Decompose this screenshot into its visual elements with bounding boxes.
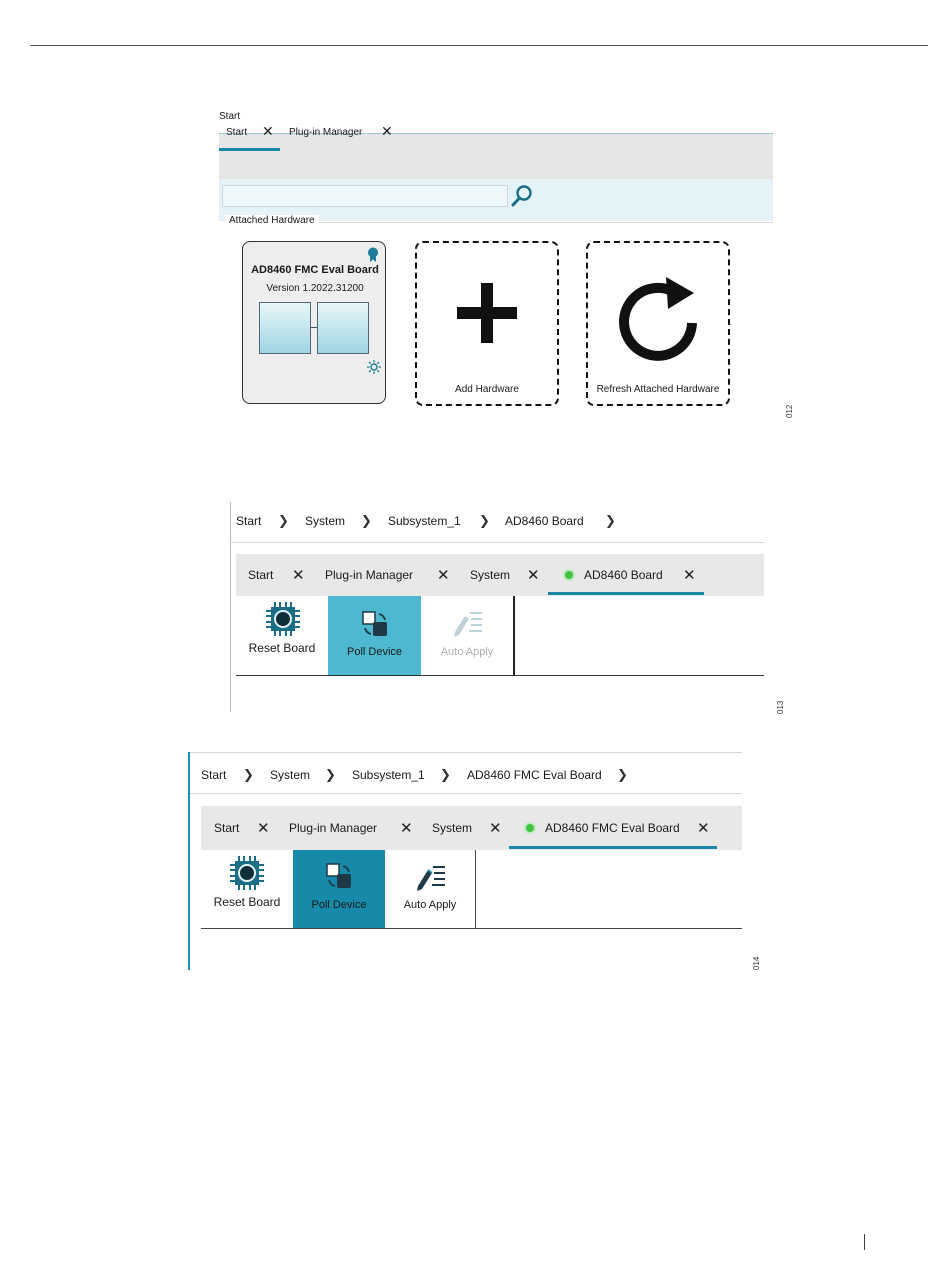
board-chip-right	[317, 302, 369, 354]
reset-board-button[interactable]	[201, 850, 293, 928]
chevron-right-icon: ❯	[278, 513, 289, 528]
figure-number: 014	[752, 956, 761, 970]
refresh-icon	[614, 271, 704, 365]
active-tab-indicator	[219, 148, 280, 151]
board-card[interactable]	[242, 241, 386, 404]
poll-device-icon	[361, 610, 389, 638]
breadcrumb-subsystem[interactable]: Subsystem_1	[352, 768, 425, 782]
window-edge	[230, 502, 231, 712]
plus-icon	[455, 281, 519, 345]
auto-apply-button[interactable]	[385, 850, 476, 928]
tab-plugin-manager-close-icon[interactable]: ✕	[437, 567, 450, 584]
tab-board-close-icon[interactable]: ✕	[697, 820, 710, 837]
status-dot-icon	[563, 569, 575, 581]
chevron-right-icon: ❯	[325, 767, 336, 782]
breadcrumb-system[interactable]: System	[305, 514, 346, 528]
reset-board-label: Reset Board	[213, 895, 281, 909]
auto-apply-icon	[414, 864, 446, 892]
breadcrumb-board[interactable]: AD8460 FMC Eval Board	[467, 768, 602, 782]
window-edge	[188, 752, 190, 970]
board-chip-left	[259, 302, 311, 354]
tab-start[interactable]: Start	[248, 568, 274, 582]
figure-board-view-b	[188, 752, 742, 970]
tab-start[interactable]: Start	[214, 821, 240, 835]
search-icon[interactable]	[511, 184, 533, 208]
breadcrumb-system[interactable]: System	[270, 768, 311, 782]
chevron-right-icon: ❯	[361, 513, 372, 528]
active-tab-indicator	[548, 592, 704, 595]
poll-device-button[interactable]	[293, 850, 385, 928]
refresh-hardware-button[interactable]	[586, 241, 730, 406]
footer-rule	[864, 1234, 865, 1250]
figure-number: 012	[785, 404, 794, 418]
active-tab-indicator	[509, 846, 717, 849]
breadcrumb-divider	[190, 793, 742, 794]
breadcrumb-start[interactable]: Start	[236, 514, 262, 528]
chevron-right-icon: ❯	[617, 767, 628, 782]
add-hardware-button[interactable]	[415, 241, 559, 406]
tab-plugin-manager-close-icon[interactable]: ✕	[381, 123, 393, 139]
breadcrumb-start[interactable]: Start	[201, 768, 227, 782]
sun-icon	[367, 360, 381, 374]
breadcrumb-subsystem[interactable]: Subsystem_1	[388, 514, 461, 528]
section-divider	[317, 222, 773, 223]
auto-apply-button[interactable]	[421, 596, 515, 676]
tab-plugin-manager[interactable]: Plug-in Manager	[289, 127, 363, 138]
tab-bar	[219, 133, 773, 184]
poll-device-button[interactable]	[328, 596, 421, 676]
toolbar-divider	[236, 675, 764, 676]
tab-start-close-icon[interactable]: ✕	[292, 567, 305, 584]
tab-board-close-icon[interactable]: ✕	[683, 567, 696, 584]
reset-board-button[interactable]	[236, 596, 329, 676]
chip-reset-icon	[265, 601, 301, 637]
toolbar-divider	[201, 928, 742, 929]
window-title: Start	[219, 111, 241, 122]
tab-start-close-icon[interactable]: ✕	[257, 820, 270, 837]
tab-board[interactable]: AD8460 Board	[584, 568, 663, 582]
breadcrumb-board[interactable]: AD8460 Board	[505, 514, 584, 528]
poll-device-icon	[325, 862, 353, 890]
board-name: AD8460 FMC Eval Board	[251, 264, 379, 276]
header-rule	[30, 45, 928, 46]
tab-board[interactable]: AD8460 FMC Eval Board	[545, 821, 680, 835]
poll-device-label: Poll Device	[311, 899, 367, 911]
figure-board-view-a	[230, 502, 764, 712]
attached-hardware-label: Attached Hardware	[225, 215, 319, 226]
refresh-hardware-label: Refresh Attached Hardware	[596, 384, 720, 395]
tab-plugin-manager-close-icon[interactable]: ✕	[400, 820, 413, 837]
tab-system[interactable]: System	[432, 821, 473, 835]
chevron-right-icon: ❯	[440, 767, 451, 782]
reset-board-label: Reset Board	[248, 641, 316, 655]
search-input[interactable]	[222, 185, 508, 207]
breadcrumb-divider	[230, 542, 764, 543]
tab-system-close-icon[interactable]: ✕	[527, 567, 540, 584]
chevron-right-icon: ❯	[605, 513, 616, 528]
figure-number: 013	[776, 700, 785, 714]
board-version: Version 1.2022.31200	[266, 283, 364, 294]
add-hardware-label: Add Hardware	[455, 384, 519, 395]
chevron-right-icon: ❯	[479, 513, 490, 528]
tab-system-close-icon[interactable]: ✕	[489, 820, 502, 837]
tab-start[interactable]: Start	[226, 127, 248, 138]
top-divider	[190, 752, 742, 753]
poll-device-label: Poll Device	[346, 646, 403, 658]
auto-apply-icon	[451, 610, 483, 638]
toolbar	[201, 850, 742, 928]
toolbar	[236, 596, 764, 676]
tab-system[interactable]: System	[470, 568, 511, 582]
auto-apply-label: Auto Apply	[403, 899, 457, 911]
tab-plugin-manager[interactable]: Plug-in Manager	[325, 568, 414, 582]
auto-apply-label: Auto Apply	[440, 646, 494, 658]
tab-start-close-icon[interactable]: ✕	[262, 123, 274, 139]
figure-start-page	[219, 105, 773, 417]
chevron-right-icon: ❯	[243, 767, 254, 782]
tab-plugin-manager[interactable]: Plug-in Manager	[289, 821, 378, 835]
chip-reset-icon	[229, 855, 265, 891]
status-dot-icon	[524, 822, 536, 834]
ribbon-icon	[367, 247, 379, 263]
